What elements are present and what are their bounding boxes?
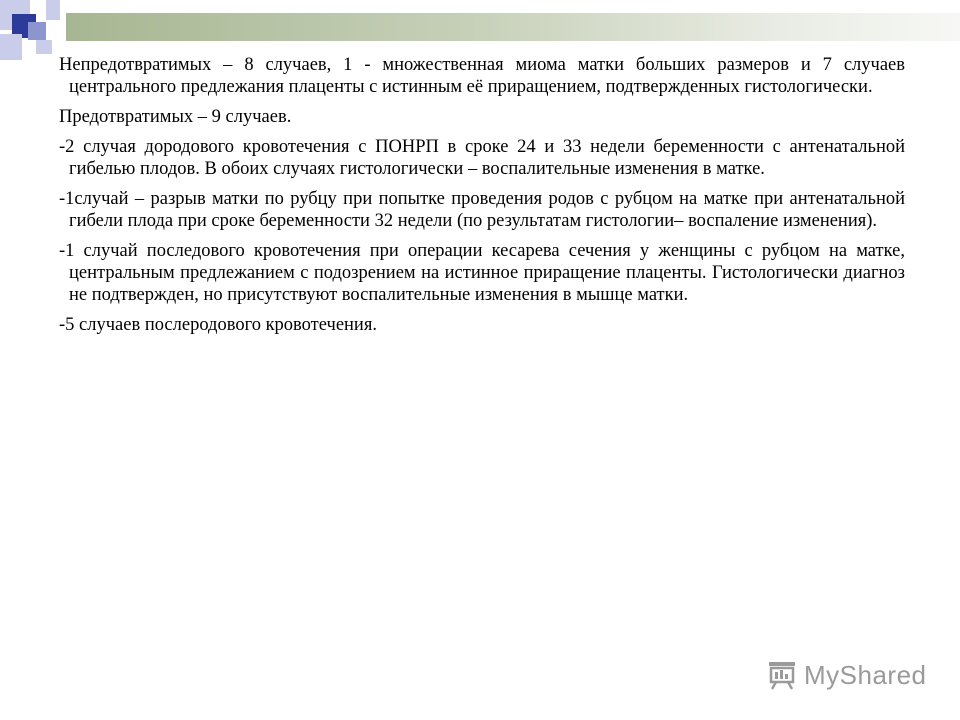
paragraph: Непредотвратимых – 8 случаев, 1 - множественная миома матки больших размеров и 7 случаев центрального предлежания плаценты с истинным её приращением, подтвержденных гистологически.: [59, 55, 905, 97]
decor-square: [0, 34, 22, 60]
paragraph: -2 случая дородового кровотечения с ПОНРП в сроке 24 и 33 недели беременности с антенатальной гибелью плодов. В обоих случаях гистологически – воспалительные изменения в матке.: [59, 137, 905, 179]
watermark-logo: [766, 655, 927, 695]
decor-square: [36, 40, 52, 54]
paragraph: -1случай – разрыв матки по рубцу при попытке проведения родов с рубцом на матке при антенатальной гибели плода при сроке беременности 32 недели (по результатам гистологии– воспаление изменения).: [59, 189, 905, 231]
decor-square: [46, 0, 60, 20]
decor-square: [28, 22, 46, 40]
paragraph: -1 случай последового кровотечения при операции кесарева сечения у женщины с рубцом на матке, центральным предлежанием с подозрением на истинное приращение плаценты. Гистологически диагноз не подтвержден, но присутствуют воспалительные изменения в мышце матки.: [59, 241, 905, 305]
watermark-text: MyShared: [804, 659, 927, 690]
paragraph: -5 случаев послеродового кровотечения.: [59, 315, 377, 335]
presentation-icon: [766, 659, 798, 691]
header-bar: [66, 13, 960, 41]
slide-body: [59, 54, 905, 344]
paragraph: Предотвратимых – 9 случаев.: [59, 107, 292, 127]
